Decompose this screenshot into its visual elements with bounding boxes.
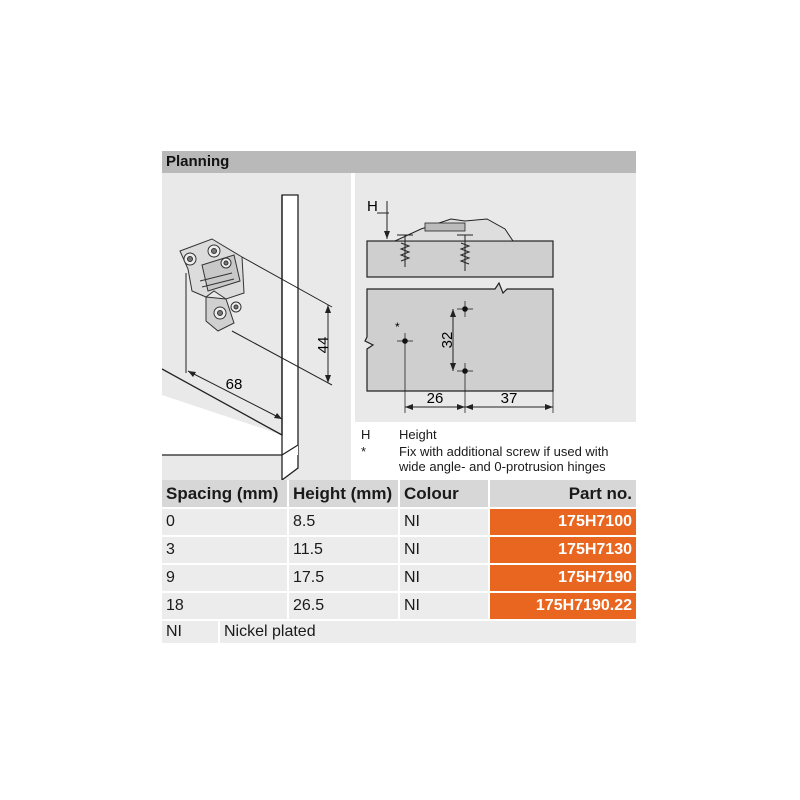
- dim-44-label: 44: [315, 336, 332, 354]
- dim-26-label: 26: [426, 390, 444, 407]
- legend-key: H: [361, 427, 371, 442]
- legend-text: Fix with additional screw if used with wide angle- and 0-protrusion hinges: [399, 444, 609, 474]
- cell-height: 11.5: [288, 536, 399, 564]
- cabinet-bottom: [162, 395, 298, 455]
- dim-68-label: 68: [225, 376, 243, 393]
- dim-37-label: 37: [500, 390, 518, 407]
- table-row: [162, 536, 636, 564]
- arrow-37-left: [465, 404, 473, 410]
- cell-colour: NI: [399, 564, 489, 592]
- cell-spacing: 0: [162, 508, 288, 536]
- legend-key: *: [361, 444, 367, 459]
- plan-drawing: [355, 173, 636, 422]
- cell-part-no: 175H7190: [489, 564, 636, 592]
- plate-rail: [425, 223, 465, 231]
- panel-front-view: [365, 283, 553, 391]
- h-arrow: [384, 231, 390, 239]
- legend-text: Height: [399, 427, 437, 442]
- mounting-plate-icon: [180, 239, 244, 331]
- footnote-key: NI: [162, 621, 220, 643]
- legend-row-star: [355, 444, 636, 474]
- arrow-37-right: [545, 404, 553, 410]
- plan-svg: [355, 173, 636, 422]
- cell-height: 17.5: [288, 564, 399, 592]
- cell-spacing: 3: [162, 536, 288, 564]
- star-front-label: *: [395, 320, 400, 334]
- dim-h-label: H: [367, 198, 378, 215]
- spec-sheet: [162, 151, 636, 643]
- cell-part-no: 175H7100: [489, 508, 636, 536]
- cell-part-no: 175H7130: [489, 536, 636, 564]
- legend: [355, 423, 636, 480]
- arrow-68-right: [274, 413, 282, 419]
- table-row: [162, 564, 636, 592]
- cell-colour: NI: [399, 592, 489, 620]
- cell-spacing: 18: [162, 592, 288, 620]
- parts-table: [162, 480, 636, 621]
- arrow-26-left: [405, 404, 413, 410]
- section-title: Planning: [162, 151, 636, 173]
- header-part-no: Part no.: [489, 480, 636, 508]
- footnote-text: Nickel plated: [224, 623, 316, 640]
- cell-height: 8.5: [288, 508, 399, 536]
- arrow-26-right: [457, 404, 465, 410]
- cell-height: 26.5: [288, 592, 399, 620]
- drawings-area: [162, 173, 636, 480]
- header-height: Height (mm): [288, 480, 399, 508]
- table-header-row: [162, 480, 636, 508]
- cell-colour: NI: [399, 536, 489, 564]
- isometric-drawing: [162, 173, 353, 480]
- dim-32-label: 32: [439, 331, 456, 349]
- cell-part-no: 175H7190.22: [489, 592, 636, 620]
- panel-section-top: [367, 241, 553, 277]
- header-spacing: Spacing (mm): [162, 480, 288, 508]
- cell-spacing: 9: [162, 564, 288, 592]
- table-row: [162, 508, 636, 536]
- header-colour: Colour: [399, 480, 489, 508]
- legend-row-h: [355, 427, 636, 442]
- table-row: [162, 592, 636, 620]
- isometric-svg: [162, 173, 353, 480]
- footnote: [162, 621, 636, 643]
- cell-colour: NI: [399, 508, 489, 536]
